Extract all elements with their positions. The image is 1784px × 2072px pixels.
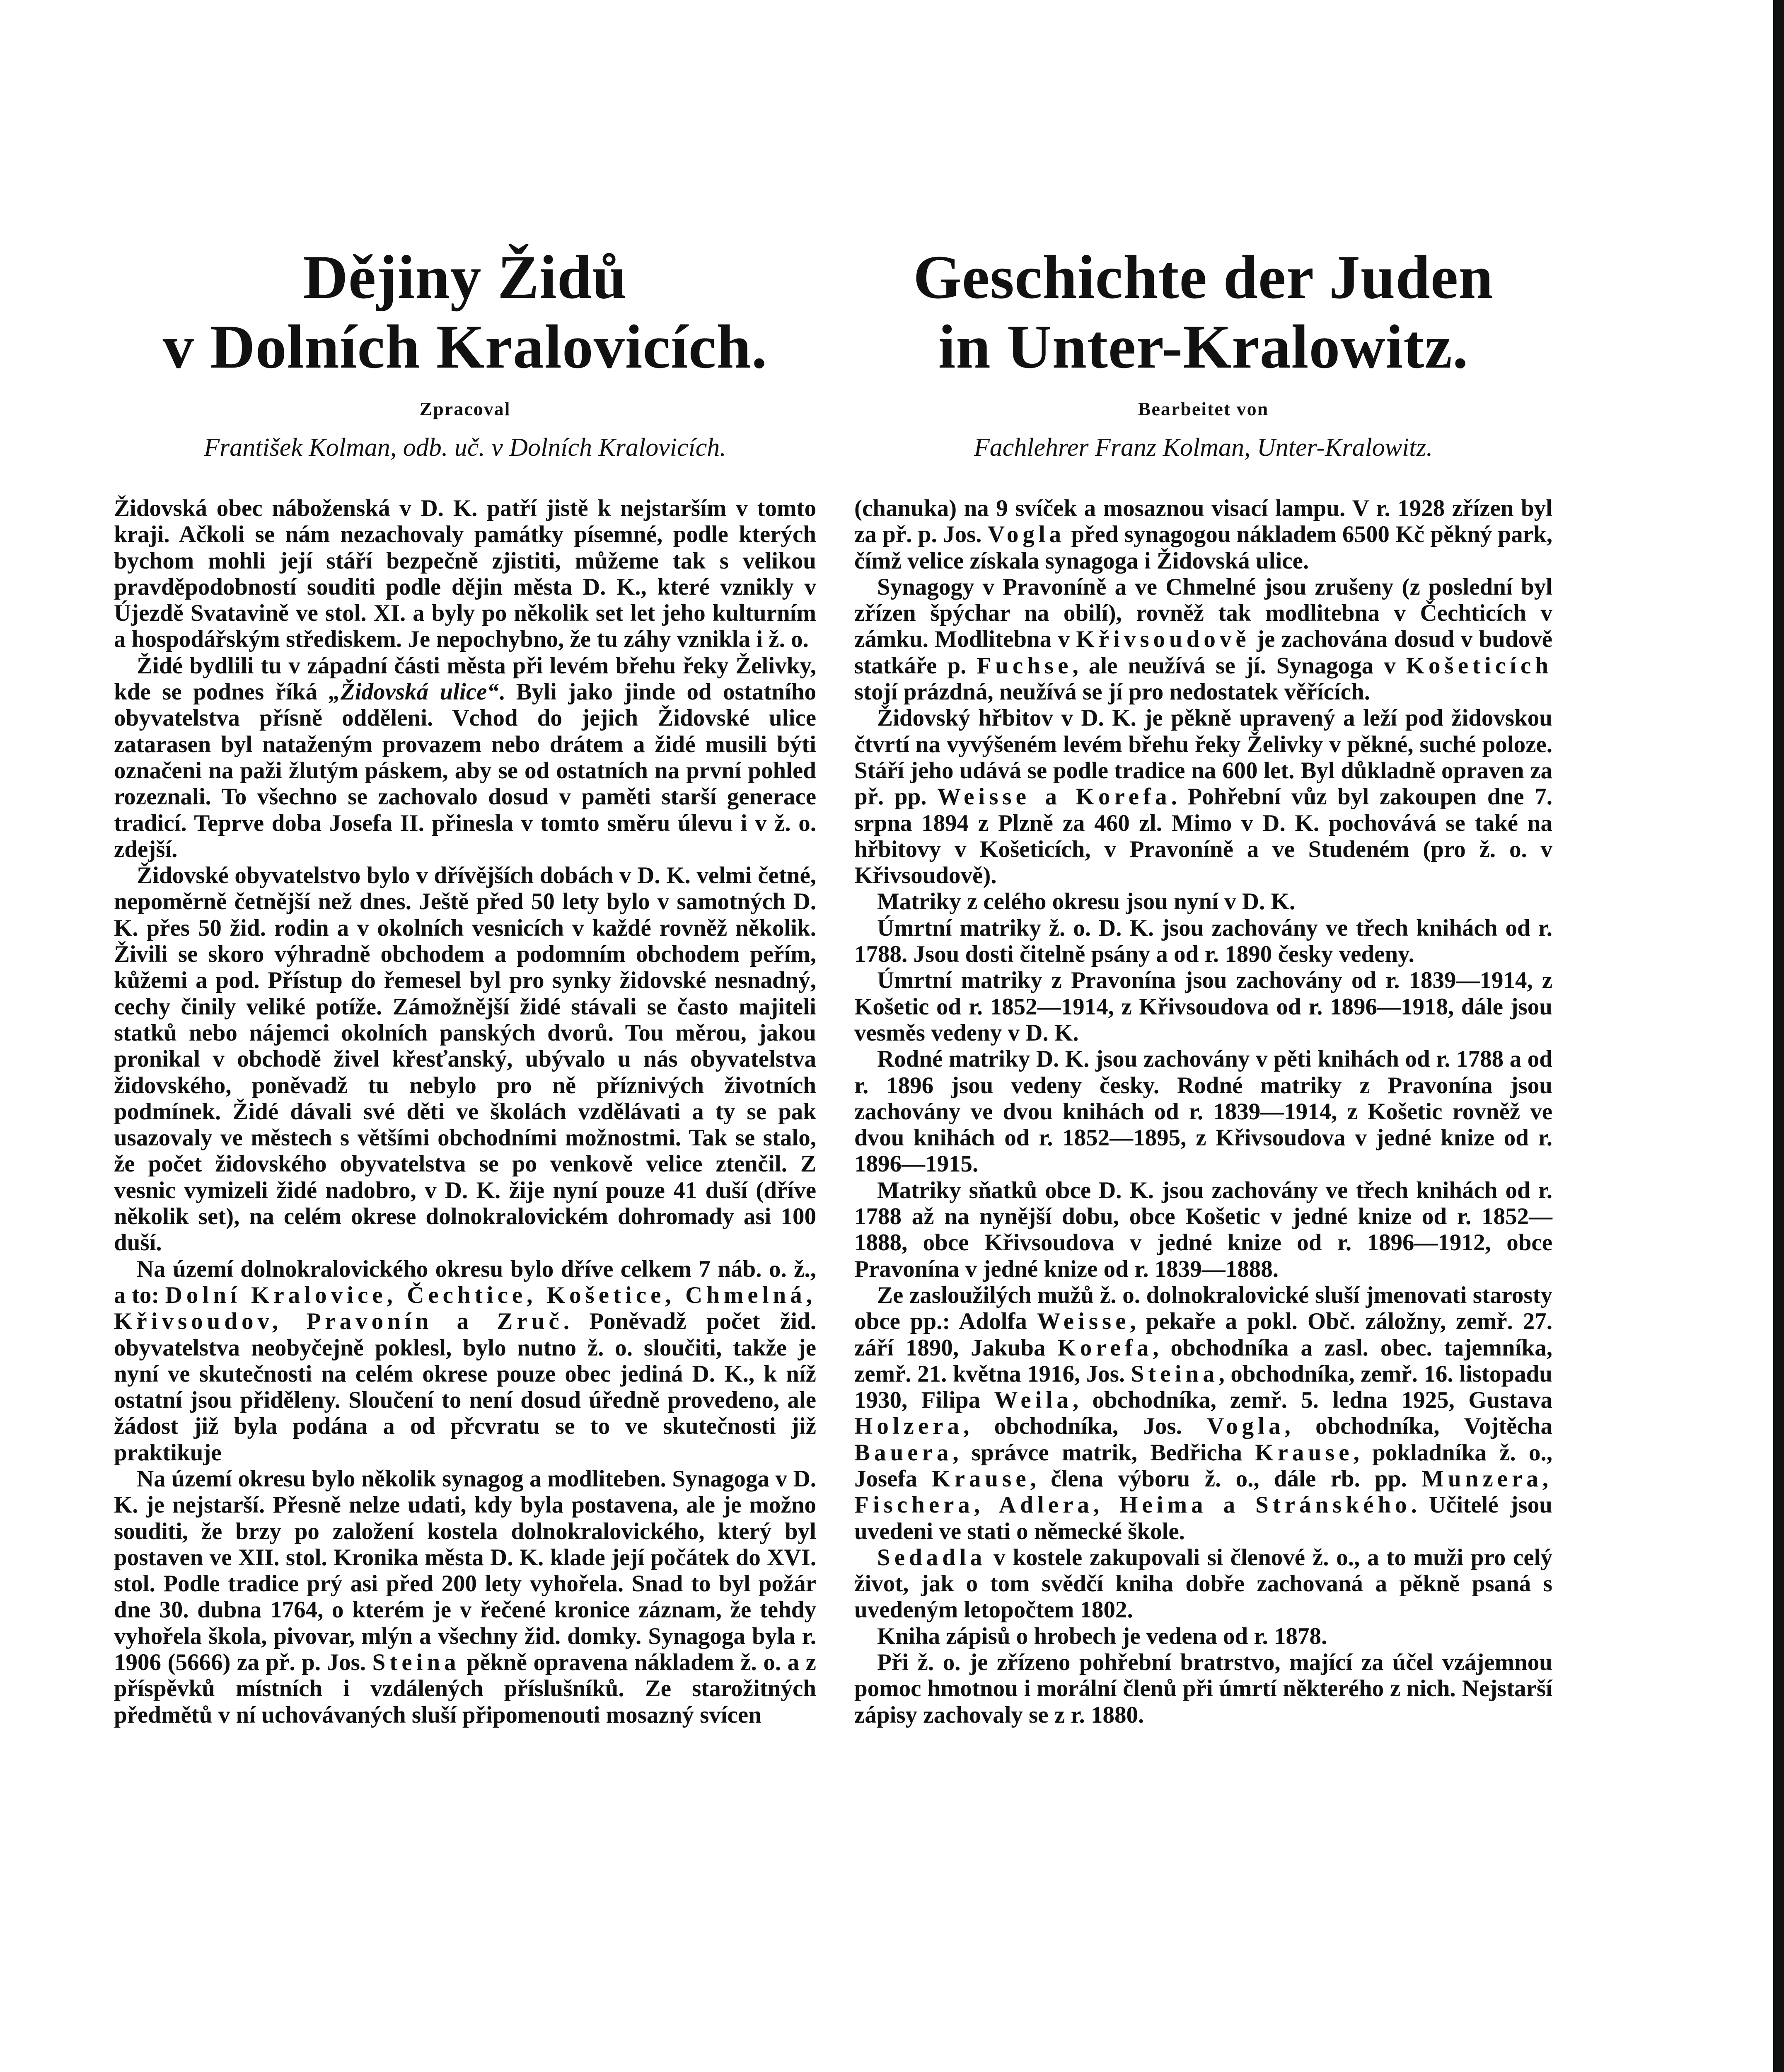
czech-title-line2: v Dolních Kralovicích. <box>162 312 768 381</box>
czech-article-body <box>114 495 816 1728</box>
german-title-line2: in Unter-Kralowitz. <box>938 312 1469 381</box>
czech-byline-author: František Kolman, odb. uč. v Dolních Kralovicích. <box>204 433 726 462</box>
paragraph: Židovský hřbitov v D. K. je pěkně upravený a leží pod židovskou čtvrtí na vyvýšeném levém břehu řeky Želivky v pěkné, suché poloze. Stáří jeho udává se podle tradice na 600 let. Byl důkladně opraven za př. pp. Weisse a Korefa. Pohřební vůz byl zakoupen dne 7. srpna 1894 z Plzně za 460 zl. Mimo v D. K. pochovává se také na hřbitovy v Košeticích, v Pravoníně a ve Studeném (pro ž. o. v Křivsoudově). <box>854 705 1553 889</box>
paragraph: Kniha zápisů o hrobech je vedena od r. 1878. <box>877 1623 1327 1649</box>
paragraph: Synagogy v Pravoníně a ve Chmelné jsou zrušeny (z poslední byl zřízen špýchar na obilí), rovněž tak modlitebna v Čechticích v zámku. Modlitebna v Křivsoudově je zachována dosud v budově statkáře p. Fuchse, ale neužívá se jí. Synagoga v Košeticích stojí prázdná, neužívá se jí pro nedostatek věřících. <box>854 574 1552 705</box>
paragraph: Na území dolnokralovického okresu bylo dříve celkem 7 náb. o. ž., a to: Dolní Kralovice, Čechtice, Košetice, Chmelná, Křivsoudov, Pravonín a Zruč. Poněvadž počet žid. obyvatelstva neobyčejně poklesl, bylo nutno ž. o. sloučiti, takže je nyní ve skutečnosti na celém okrese pouze obec jediná D. K., k níž ostatní jsou přiděleny. Sloučení to není dosud úředně provedeno, ale žádost již byla podána a od přcvratu se to ve skutečnosti již praktikuje <box>114 1256 816 1466</box>
czech-title-block <box>114 242 816 382</box>
paragraph: Židé bydlili tu v západní části města při levém břehu řeky Želivky, kde se podnes říká „Židovská ulice“. Byli jako jinde od ostatního obyvatelstva přísně odděleni. Vchod do jejich Židovské ulice zatarasen byl nataženým provazem nebo drátem a židé musili býti označeni na paži žlutým páskem, aby se od ostatních na první pohled rozeznali. To všechno se zachovalo dosud v paměti starší generace tradicí. Teprve doba Josefa II. přinesla v tomto směru úlevu i v ž. o. zdejší. <box>114 652 816 862</box>
czech-title-line1: Dějiny Židů <box>303 243 627 312</box>
paragraph: Při ž. o. je zřízeno pohřební bratrstvo, mající za účel vzájemnou pomoc hmotnou i morální členů při úmrtí některého z nich. Nejstarší zápisy zachovaly se z r. 1880. <box>854 1649 1552 1728</box>
czech-byline-label: Zpracoval <box>419 398 511 419</box>
german-byline-author: Fachlehrer Franz Kolman, Unter-Kralowitz. <box>974 433 1433 462</box>
paragraph: Matriky z celého okresu jsou nyní v D. K. <box>877 888 1296 915</box>
quoted-street-name: „Židovská ulice“ <box>329 679 499 705</box>
paragraph: Židovské obyvatelstvo bylo v dřívějších dobách v D. K. velmi četné, nepoměrně četnější než dnes. Ještě před 50 lety bylo v samotných D. K. přes 50 žid. rodin a v okolních vesnicích v každé rovněž několik. Živili se skoro výhradně obchodem a podomním obchodem peřím, kůžemi a pod. Přístup do řemesel byl pro synky židovské nesnadný, cechy činily veliké potíže. Zámožnější židé stávali se často majiteli statků nebo nájemci okolních panských dvorů. Tou měrou, jakou pronikal v obchodě živel křesťanský, ubývalo u nás obyvatelstva židovského, poněvadž tu nebylo pro ně příznivých životních podmínek. Židé dávali své děti ve školách vzdělávati a ty se pak usazovaly ve městech s většími obchodními možnostmi. Tak se stalo, že počet židovského obyvatelstva se po venkově velice ztenčil. Z vesnic vymizeli židé nadobro, v D. K. žije nyní pouze 41 duší (dříve několik set), na celém okrese dolnokralovickém dohromady asi 100 duší. <box>114 862 816 1256</box>
paragraph: Rodné matriky D. K. jsou zachovány v pěti knihách od r. 1788 a od r. 1896 jsou vedeny česky. Rodné matriky z Pravonína jsou zachovány ve dvou knihách od r. 1839—1914, z Košetic rovněž ve dvou knihách od r. 1852—1895, z Křivsoudova v jedné knize od r. 1896—1915. <box>854 1046 1552 1177</box>
spaced-place-names: Dolní Kralovice, Čechtice, Košetice, Chmelná, Křivsoudov, Pravonín a Zruč <box>114 1282 816 1335</box>
paragraph: Na území okresu bylo několik synagog a modliteben. Synagoga v D. K. je nejstarší. Přesně nelze udati, kdy byla postavena, ale je možno souditi, že brzy po založení kostela dolnokralovického, který byl postaven ve XII. stol. Kronika města D. K. klade její počátek do XVI. stol. Podle tradice prý asi před 200 lety vyhořela. Snad to byl požár dne 30. dubna 1764, o kterém je v řečené kronice záznam, že tehdy vyhořela škola, pivovar, mlýn a všechny žid. domky. Synagoga byla r. 1906 (5666) za př. p. Jos. Steina pěkně opravena nákladem ž. o. a z příspěvků místních i vzdálených příslušníků. Ze starožitných předmětů v ní uchovávaných sluší připomenouti mosazný svícen <box>114 1465 816 1728</box>
czech-article-body-continued <box>854 495 1552 1728</box>
paragraph: Ze zasloužilých mužů ž. o. dolnokralovické sluší jmenovati starosty obce pp.: Adolfa Weisse, pekaře a pokl. Obč. záložny, zemř. 27. září 1890, Jakuba Korefa, obchodníka a zasl. obec. tajemníka, zemř. 21. května 1916, Jos. Steina, obchodníka, zemř. 16. listopadu 1930, Filipa Weila, obchodníka, zemř. 5. ledna 1925, Gustava Holzera, obchodníka, Jos. Vogla, obchodníka, Vojtěcha Bauera, správce matrik, Bedřicha Krause, pokladníka ž. o., Josefa Krause, člena výboru ž. o., dále rb. pp. Munzera, Fischera, Adlera, Heima a Stránského. Učitelé jsou uvedeni ve stati o německé škole. <box>854 1282 1552 1544</box>
paragraph: Úmrtní matriky ž. o. D. K. jsou zachovány ve třech knihách od r. 1788. Jsou dosti čitelně psány a od r. 1890 česky vedeny. <box>854 915 1552 968</box>
german-byline-label: Bearbeitet von <box>1138 398 1269 419</box>
paragraph: Matriky sňatků obce D. K. jsou zachovány ve třech knihách od r. 1788 až na nynější dobu, obce Košetic v jedné knize od r. 1852—1888, obce Křivsoudova v jedné knize od r. 1896—1912, obce Pravonína v jedné knize od r. 1839—1888. <box>854 1177 1552 1282</box>
german-title-line1: Geschichte der Juden <box>913 243 1494 312</box>
paragraph: (chanuka) na 9 svíček a mosaznou visací lampu. V r. 1928 zřízen byl za př. p. Jos. Vogla před synagogou nákladem 6500 Kč pěkný park, čímž velice získala synagoga i Židovská ulice. <box>854 495 1552 574</box>
german-title-block <box>854 242 1552 382</box>
paragraph: Sedadla v kostele zakupovali si členové ž. o., a to muži pro celý život, jak o tom svědčí kniha dobře zachovaná a pěkně psaná s uvedeným letopočtem 1802. <box>854 1544 1552 1623</box>
paragraph: Židovská obec náboženská v D. K. patří jistě k nejstarším v tomto kraji. Ačkoli se nám nezachovaly památky písemné, podle kterých bychom mohli její stáří bezpečně zjistiti, můžeme tak s velikou pravděpodobností souditi podle dějin města D. K., které vznikly v Újezdě Svatavině ve stol. XI. a byly po několik set let jeho kulturním a hospodářským střediskem. Je nepochybno, že tu záhy vznikla i ž. o. <box>114 495 816 653</box>
paragraph: Úmrtní matriky z Pravonína jsou zachovány od r. 1839—1914, z Košetic od r. 1852—1914, z Křivsoudova od r. 1896—1918, dále jsou vesměs vedeny v D. K. <box>854 967 1552 1046</box>
